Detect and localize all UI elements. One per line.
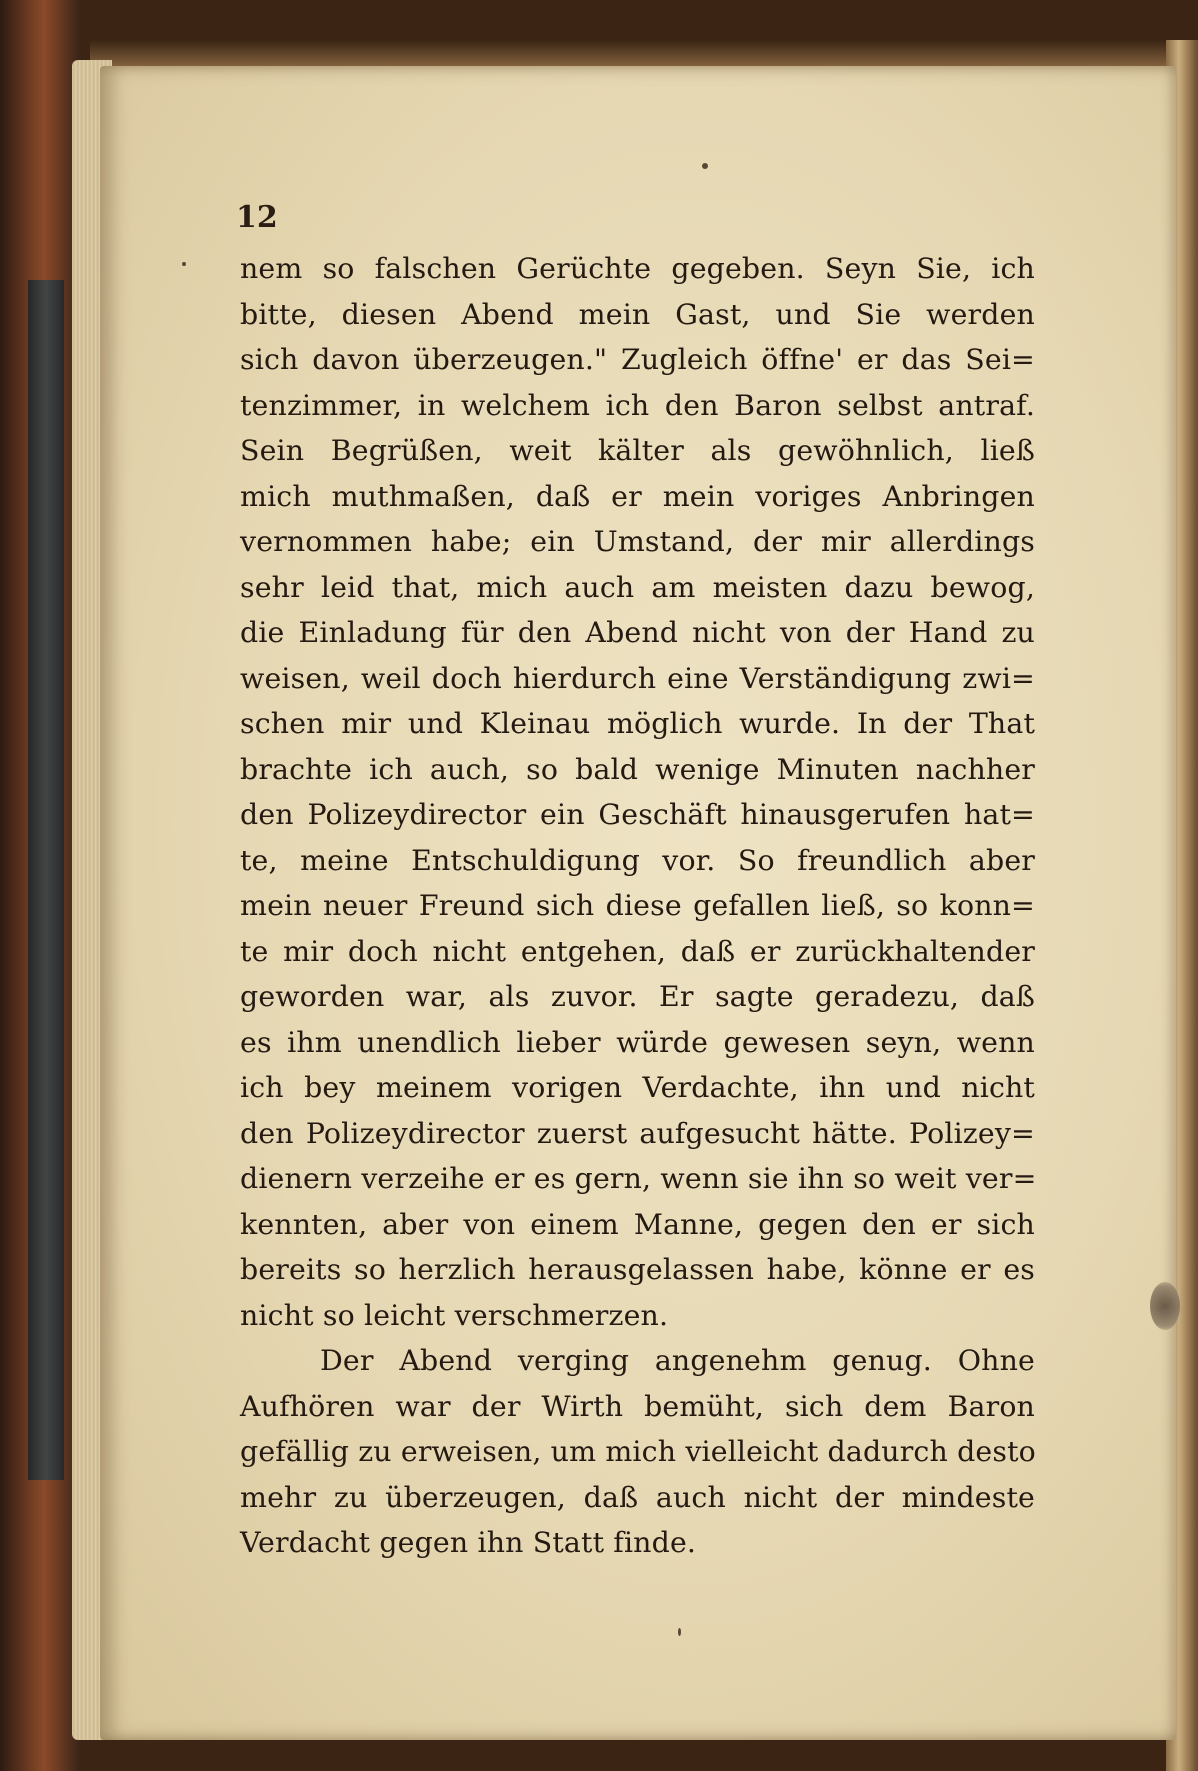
- text-line: Verdacht gegen ihn Statt finde.: [240, 1526, 697, 1559]
- body-text: [240, 246, 1035, 1566]
- text-line: den Polizeydirector ein Geschäft hinausgerufen hat=: [240, 798, 1035, 831]
- text-line: Aufhören war der Wirth bemüht, sich dem Baron: [240, 1389, 1035, 1423]
- text-line: weisen, weil doch hierdurch eine Verständigung zwi=: [240, 661, 1035, 695]
- text-line: bereits so herzlich herausgelassen habe, könne er es: [240, 1253, 1035, 1286]
- text-line: te, meine Entschuldigung vor. So freundlich aber: [240, 843, 1035, 877]
- text-line: geworden war, als zuvor. Er sagte geradezu, daß: [240, 980, 1035, 1013]
- text-line: die Einladung für den Abend nicht von der Hand zu: [240, 616, 1035, 649]
- text-line: den Polizeydirector zuerst aufgesucht hätte. Polizey=: [240, 1116, 1035, 1150]
- text-line: nem so falschen Gerüchte gegeben. Seyn Sie, ich: [240, 252, 1035, 285]
- paper-stain: [1150, 1282, 1180, 1330]
- text-line: brachte ich auch, so bald wenige Minuten nachher: [240, 752, 1035, 786]
- book-binding: [0, 0, 80, 1771]
- text-line: nicht so leicht verschmerzen.: [240, 1298, 669, 1332]
- text-line: sehr leid that, mich auch am meisten dazu bewog,: [240, 570, 1035, 604]
- page-number: 12: [236, 200, 278, 235]
- text-line: Sein Begrüßen, weit kälter als gewöhnlich, ließ: [240, 434, 1035, 467]
- paper-speck: [182, 262, 186, 266]
- paper-speck: [678, 1628, 681, 1636]
- binding-cloth: [28, 280, 64, 1480]
- paper-speck: [702, 163, 708, 169]
- text-line: schen mir und Kleinau möglich wurde. In der That: [240, 707, 1035, 740]
- text-line: bitte, diesen Abend mein Gast, und Sie werden: [240, 297, 1035, 331]
- text-line: es ihm unendlich lieber würde gewesen seyn, wenn: [240, 1025, 1035, 1059]
- text-line: tenzimmer, in welchem ich den Baron selbst antraf.: [240, 388, 1035, 422]
- text-line: mehr zu überzeugen, daß auch nicht der mindeste: [240, 1480, 1035, 1514]
- text-line: kennten, aber von einem Manne, gegen den er sich: [240, 1207, 1035, 1241]
- text-line: ich bey meinem vorigen Verdachte, ihn und nicht: [240, 1071, 1035, 1104]
- text-line: te mir doch nicht entgehen, daß er zurückhaltender: [240, 934, 1035, 968]
- text-line: mein neuer Freund sich diese gefallen ließ, so konn=: [240, 889, 1035, 922]
- text-line: Der Abend verging angenehm genug. Ohne: [320, 1344, 1035, 1377]
- text-line: dienern verzeihe er es gern, wenn sie ihn so weit ver=: [240, 1162, 1037, 1195]
- text-line: mich muthmaßen, daß er mein voriges Anbringen: [240, 479, 1035, 513]
- text-line: gefällig zu erweisen, um mich vielleicht dadurch desto: [240, 1435, 1036, 1468]
- text-line: sich davon überzeugen." Zugleich öffne' er das Sei=: [240, 343, 1035, 376]
- text-line: vernommen habe; ein Umstand, der mir allerdings: [240, 525, 1035, 558]
